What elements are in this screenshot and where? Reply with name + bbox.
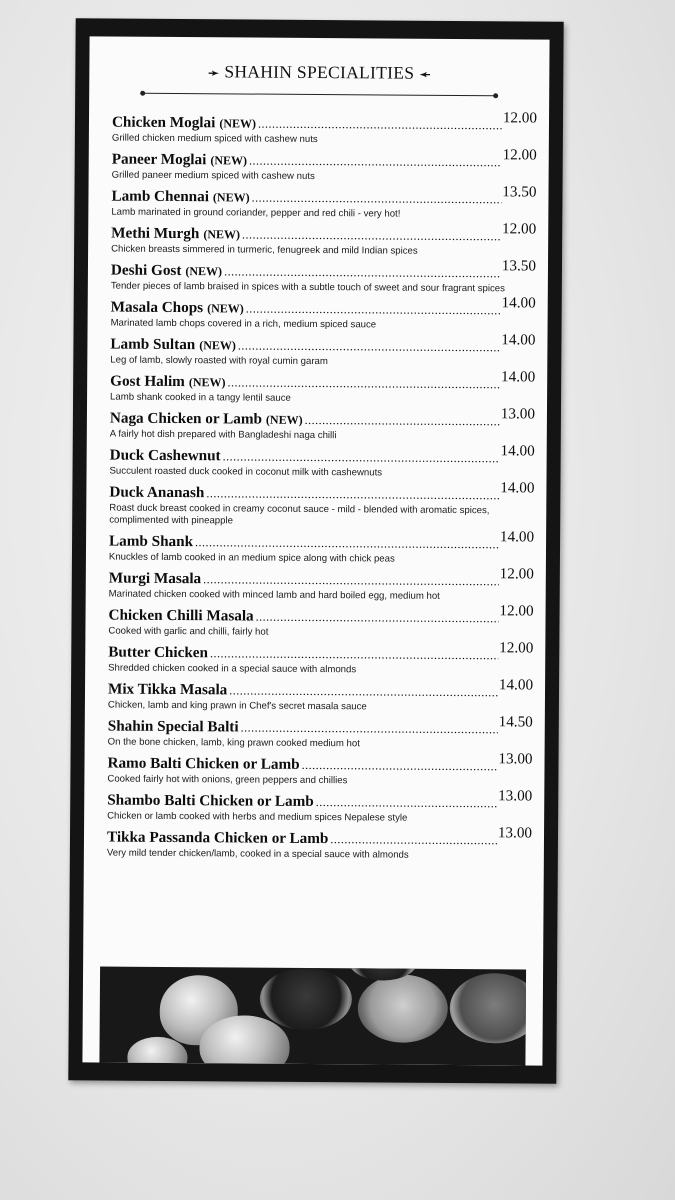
menu-item-line [107, 676, 534, 702]
dish-name: Deshi Gost [110, 261, 182, 280]
menu-item-line [107, 713, 533, 739]
dot-leader [210, 644, 498, 664]
menu-item-line [109, 442, 535, 468]
menu-item [110, 257, 537, 296]
menu-item [110, 331, 536, 370]
dish-price: 14.00 [500, 479, 535, 497]
menu-item [110, 294, 536, 333]
menu-item [109, 405, 536, 444]
menu-item [106, 824, 533, 863]
page-title: SHAHIN SPECIALITIES [224, 61, 415, 83]
menu-item [107, 676, 534, 715]
dish-description: Cooked fairly hot with onions, green peppers and chillies [107, 773, 348, 787]
dish-name: Lamb Sultan [110, 335, 196, 354]
dish-name: Paneer Moglai [111, 150, 207, 169]
dot-leader [305, 411, 500, 430]
arrow-right-icon: ➛ [208, 65, 220, 81]
dish-name: Naga Chicken or Lamb [109, 409, 263, 428]
dot-leader [316, 793, 497, 812]
dish-description: Very mild tender chicken/lamb, cooked in a special sauce with almonds [106, 847, 409, 861]
dish-name: Lamb Shank [109, 532, 194, 551]
menu-item-line [108, 602, 534, 628]
dot-leader [227, 373, 500, 393]
dish-price: 14.00 [500, 442, 535, 460]
new-tag: (NEW) [185, 264, 223, 279]
dot-leader [302, 756, 498, 775]
dish-description: Chicken breasts simmered in turmeric, fenugreek and mild Indian spices [111, 243, 418, 257]
dish-description: Knuckles of lamb cooked in an medium spice along with chick peas [108, 551, 395, 565]
page-title-row [89, 60, 549, 84]
menu-item-line [110, 368, 536, 394]
menu-item [109, 479, 535, 530]
menu-item-line [108, 565, 534, 591]
dish-description: Shredded chicken cooked in a special sauce with almonds [108, 662, 357, 676]
dot-leader [330, 830, 497, 849]
dot-leader [242, 225, 501, 245]
dish-description: Grilled paneer medium spiced with cashew nuts [111, 169, 315, 182]
new-tag: (NEW) [207, 301, 244, 316]
dish-description: Tender pieces of lamb braised in spices with a subtle touch of sweet and sour fragrant spices [110, 280, 505, 295]
menu-item-line [109, 528, 535, 554]
menu-item-line [107, 750, 533, 776]
dish-price: 14.00 [501, 294, 536, 312]
spice-bowl-image [260, 968, 352, 1031]
arrow-left-icon: ➛ [419, 66, 431, 82]
menu-item-line [111, 183, 537, 209]
dish-description: A fairly hot dish prepared with Bangladeshi naga chilli [109, 428, 337, 442]
dish-price: 12.00 [502, 146, 537, 164]
dish-price: 14.00 [499, 528, 535, 546]
menu-item-line [111, 146, 537, 172]
dot-leader [229, 681, 498, 701]
dish-price: 12.00 [499, 639, 534, 657]
new-tag: (NEW) [265, 412, 303, 427]
dish-price: 13.50 [501, 257, 537, 275]
dish-price: 14.00 [498, 676, 534, 694]
dish-name: Mix Tikka Masala [107, 680, 228, 699]
dish-name: Chicken Moglai [111, 113, 216, 132]
menu-item-line [109, 405, 536, 431]
dot-leader [258, 115, 502, 135]
menu-card [68, 18, 563, 1083]
dish-description: Marinated chicken cooked with minced lamb and hard boiled egg, medium hot [108, 588, 440, 602]
dish-name: Lamb Chennai [111, 187, 210, 206]
dot-leader [224, 262, 501, 282]
dish-name: Methi Murgh [111, 224, 200, 243]
dish-name: Butter Chicken [108, 643, 209, 662]
dot-leader [246, 300, 501, 320]
dish-price: 14.50 [498, 713, 533, 731]
dish-price: 13.50 [502, 183, 537, 201]
menu-items-list [106, 109, 538, 863]
dish-price: 13.00 [497, 824, 533, 842]
dish-name: Duck Ananash [109, 483, 205, 502]
new-tag: (NEW) [188, 375, 226, 390]
dot-leader [249, 152, 502, 172]
dish-price: 13.00 [498, 787, 533, 805]
menu-item [108, 602, 534, 641]
dish-name: Murgi Masala [108, 569, 202, 588]
dish-description: Succulent roasted duck cooked in coconut milk with cashewnuts [109, 465, 383, 479]
menu-item [111, 146, 537, 185]
spice-bowl-image [450, 973, 527, 1044]
menu-item [108, 565, 534, 604]
menu-item [107, 750, 533, 789]
menu-item-line [110, 294, 536, 320]
dish-name: Gost Halim [110, 372, 185, 391]
dot-leader [203, 570, 499, 590]
dish-name: Tikka Passanda Chicken or Lamb [106, 828, 329, 848]
dish-name: Shahin Special Balti [107, 717, 239, 736]
dot-leader [195, 533, 499, 553]
title-divider [143, 93, 495, 96]
menu-item [108, 528, 535, 567]
dish-description: Chicken, lamb and king prawn in Chef's secret masala sauce [107, 699, 367, 713]
menu-item [107, 713, 533, 752]
menu-item [111, 109, 538, 148]
new-tag: (NEW) [212, 190, 250, 205]
dish-name: Duck Cashewnut [109, 446, 221, 465]
dish-price: 13.00 [500, 405, 536, 423]
dot-leader [256, 608, 499, 628]
menu-item-line [111, 220, 537, 246]
dish-description: Marinated lamb chops covered in a rich, medium spiced sauce [110, 317, 377, 331]
menu-item-line [108, 639, 534, 665]
dot-leader [223, 447, 500, 467]
dish-description: Chicken or lamb cooked with herbs and medium spices Nepalese style [107, 810, 408, 824]
menu-item-line [109, 479, 535, 505]
dish-price: 14.00 [501, 331, 536, 349]
dish-description: Cooked with garlic and chilli, fairly hot [108, 625, 269, 638]
dot-leader [206, 484, 499, 504]
menu-item-line [107, 787, 533, 813]
menu-item [108, 639, 534, 678]
menu-page [82, 36, 549, 1065]
menu-item [110, 368, 536, 407]
dish-name: Masala Chops [110, 298, 204, 317]
dish-price: 12.00 [499, 602, 534, 620]
menu-item-line [110, 331, 536, 357]
new-tag: (NEW) [199, 338, 236, 353]
dish-price: 13.00 [498, 750, 533, 768]
spices-photo [99, 967, 526, 1066]
new-tag: (NEW) [203, 227, 241, 242]
dish-description: On the bone chicken, lamb, king prawn cooked medium hot [107, 736, 360, 750]
menu-item [107, 787, 533, 826]
dish-price: 12.00 [502, 220, 537, 238]
menu-item [111, 183, 537, 222]
dish-description: Lamb marinated in ground coriander, pepper and red chili - very hot! [111, 206, 401, 220]
dish-price: 12.00 [502, 109, 538, 127]
new-tag: (NEW) [219, 116, 257, 131]
dish-price: 14.00 [500, 368, 536, 386]
menu-item [109, 442, 535, 481]
dot-leader [252, 189, 502, 209]
menu-item [111, 220, 537, 259]
dish-description: Lamb shank cooked in a tangy lentil sauce [110, 391, 291, 404]
menu-item-line [110, 257, 537, 283]
menu-item-line [106, 824, 533, 850]
spice-bowl-image [358, 974, 448, 1043]
dish-price: 12.00 [499, 565, 534, 583]
dish-description: Grilled chicken medium spiced with cashew nuts [111, 132, 318, 146]
dish-description: Leg of lamb, slowly roasted with royal cumin garam [110, 354, 328, 368]
dish-name: Ramo Balti Chicken or Lamb [107, 754, 300, 773]
dish-description: Roast duck breast cooked in creamy coconut sauce - mild - blended with aromatic spices, complimented with pineapple [109, 502, 490, 527]
dot-leader [241, 718, 498, 738]
new-tag: (NEW) [210, 153, 248, 168]
dish-name: Shambo Balti Chicken or Lamb [107, 791, 314, 810]
dot-leader [238, 336, 500, 356]
dish-name: Chicken Chilli Masala [108, 606, 254, 625]
menu-item-line [111, 109, 538, 135]
